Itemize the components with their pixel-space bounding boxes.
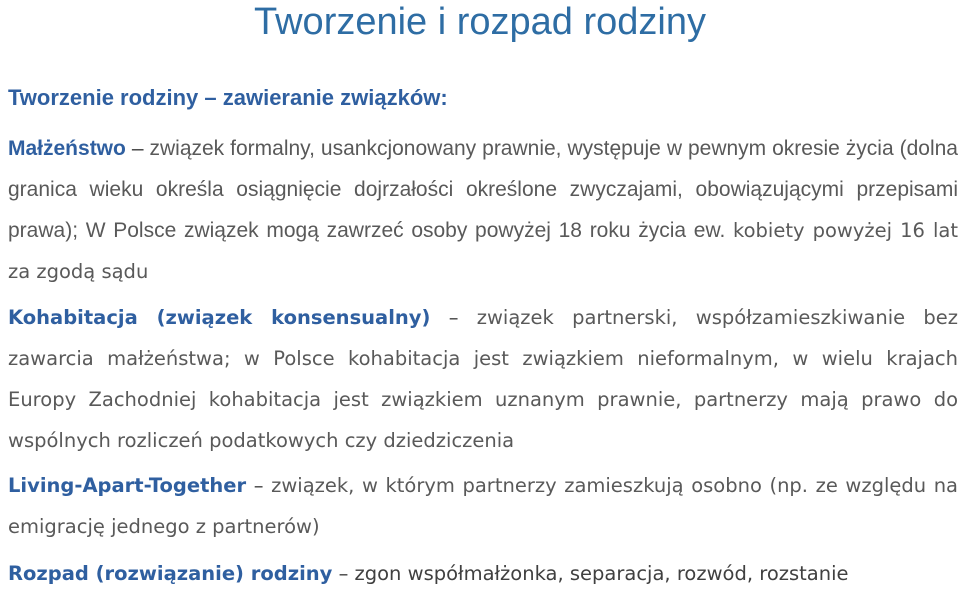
definition-breakup: zgon współmałżonka, separacja, rozwód, rozstanie xyxy=(354,562,849,585)
paragraph-living-apart-together xyxy=(8,465,958,547)
definition-cohabitation: związek partnerski, współzamieszkiwanie bez zawarcia małżeństwa; w Polsce kohabitacja jest związkiem nieformalnym, w wielu krajach Europy Zachodniej kohabitacja jest związkiem uznanym prawnie, partnerzy mają prawo do wspólnych rozliczeń podatkowych czy dziedziczenia xyxy=(8,306,958,452)
definition-living-apart-together: związek, w którym partnerzy zamieszkują osobno (np. ze względu na emigrację jednego z partnerów) xyxy=(8,474,959,538)
dash: – xyxy=(338,562,349,585)
dash: – xyxy=(253,474,264,497)
paragraph-breakup xyxy=(8,557,958,591)
term-cohabitation: Kohabitacja (związek konsensualny) xyxy=(8,306,431,329)
term-living-apart-together: Living-Apart-Together xyxy=(8,474,247,497)
term-breakup: Rozpad (rozwiązanie) rodziny xyxy=(8,562,333,585)
definition-marriage-tail: kobiety powyżej 16 lat za zgodą sądu xyxy=(8,219,958,283)
dash: – xyxy=(131,137,144,160)
paragraph-marriage xyxy=(8,128,958,292)
dash: – xyxy=(448,306,459,329)
term-marriage: Małżeństwo xyxy=(8,137,126,160)
page-title: Tworzenie i rozpad rodziny xyxy=(254,1,706,43)
paragraph-cohabitation xyxy=(8,297,958,461)
definition-marriage: związek formalny, usankcjonowany prawnie, występuje w pewnym okresie życia (dolna granica wieku określa osiągnięcie dojrzałości określone zwyczajami, obowiązującymi przepisami prawa); W Polsce związek mogą zawrzeć osoby powyżej 18 roku życia ew. xyxy=(8,137,958,242)
section-heading: Tworzenie rodziny – zawieranie związków: xyxy=(8,85,448,110)
